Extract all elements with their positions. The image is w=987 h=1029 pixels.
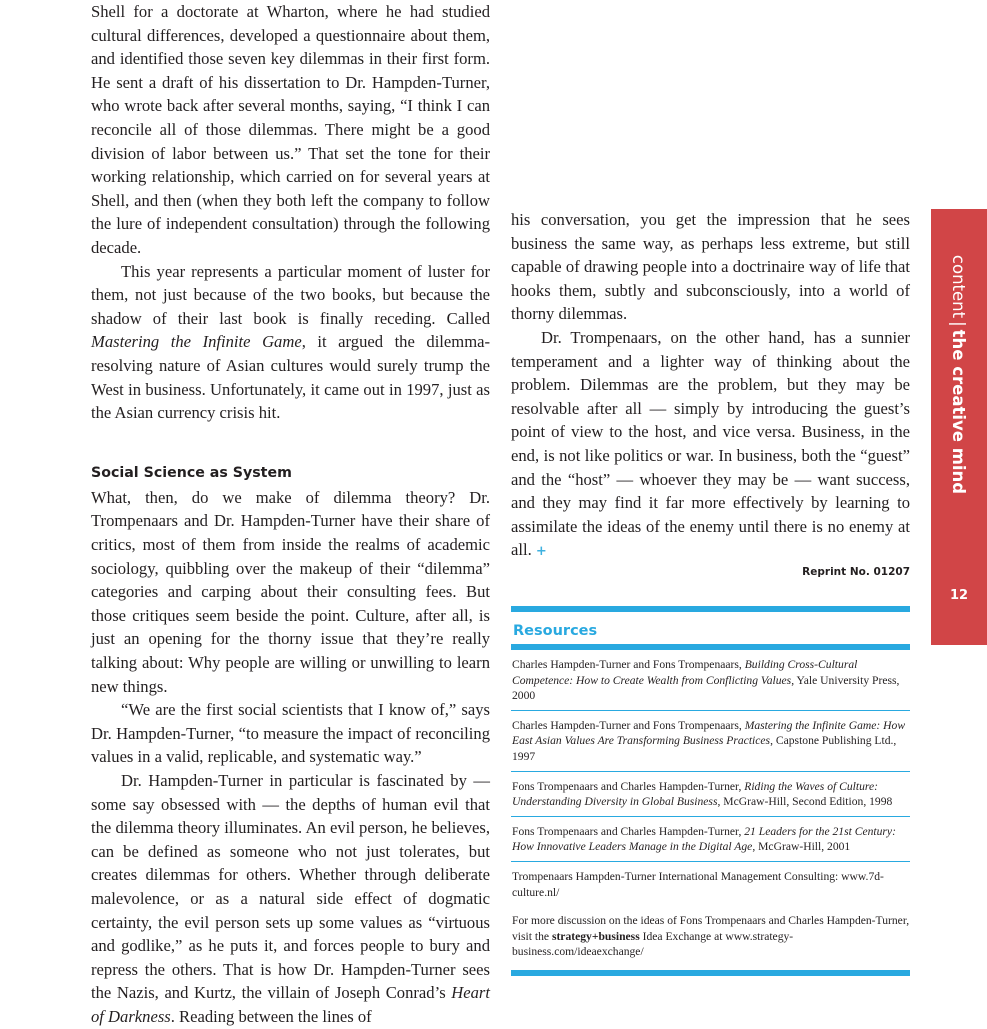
right-column bbox=[511, 208, 910, 564]
resource-item: Charles Hampden-Turner and Fons Trompenaars, Building Cross-Cultural Competence: How to Create Wealth from Conflicting Values, Yale University Press, 2000 bbox=[511, 650, 910, 711]
resource-item: For more discussion on the ideas of Fons Trompenaars and Charles Hampden-Turner, visit the strategy+business Idea Exchange at www.strategy-business.com/ideaexchange/ bbox=[512, 914, 910, 959]
book-title: Building Cross-Cultural Competence: How to Create Wealth from Conflicting Values bbox=[512, 658, 858, 687]
section-label-light: content bbox=[949, 254, 969, 318]
brand-name: strategy+business bbox=[551, 929, 640, 943]
resources-box bbox=[511, 606, 910, 976]
divider bbox=[511, 970, 910, 976]
section-tab-label bbox=[931, 209, 987, 539]
end-of-article-icon: + bbox=[535, 544, 547, 560]
resource-item: Trompenaars Hampden-Turner International Management Consulting: www.7d-culture.nl/ bbox=[512, 869, 884, 899]
book-title: Riding the Waves of Culture: Understanding Diversity in Global Business bbox=[512, 779, 878, 809]
left-column bbox=[91, 0, 490, 1029]
section-separator: | bbox=[949, 320, 969, 327]
section-label-bold: the creative mind bbox=[949, 329, 969, 494]
resource-item: Charles Hampden-Turner and Fons Trompenaars, Mastering the Infinite Game: How East Asian Values Are Transforming Business Practices, Capstone Publishing Ltd., 1997 bbox=[511, 711, 910, 772]
book-title: Heart of Darkness bbox=[91, 983, 490, 1026]
paragraph: Dr. Trompenaars, on the other hand, has a sunnier temperament and a lighter way of thinking about the problem. Dilemmas are the problem, but they may be resolvable after all — simply by introducing the guest’s point of view to the host, and vice versa. Business, in the end, is not like politics or war. In business, both the “guest” and the “host” — whoever they may be — want success, and they may find it far more effectively by learning to assimilate the ideas of the enemy until there is no enemy at all. + bbox=[511, 327, 910, 560]
paragraph: “We are the first social scientists that I know of,” says Dr. Hampden-Turner, “to measure the impact of reconciling values in a valid, replicable, and systematic way.” bbox=[91, 700, 490, 767]
resources-title: Resources bbox=[513, 623, 598, 639]
resources-list bbox=[511, 650, 910, 906]
paragraph: Shell for a doctorate at Wharton, where he had studied cultural differences, developed a questionnaire about them, and identified those seven key dilemmas in their first form. He sent a draft of his dissertation to Dr. Hampden-Turner, who wrote back after several months, saying, “I think I can reconcile all of those dilemmas. There might be a good division of labor between us.” That set the tone for their working relationship, which carried on for several years at Shell, and then (when they both left the company to follow the lure of independent consultation) through the following decade. bbox=[91, 2, 490, 257]
page-number: 12 bbox=[949, 588, 969, 603]
paragraph: his conversation, you get the impression that he sees business the same way, as perhaps less extreme, but still capable of drawing people into a doctrinaire way of life that hooks them, subtly and subconsciously, into a world of thorny dilemmas. bbox=[511, 210, 910, 324]
reprint-number: Reprint No. 01207 bbox=[802, 566, 910, 578]
book-title: Mastering the Infinite Game bbox=[91, 332, 302, 352]
resource-item: Fons Trompenaars and Charles Hampden-Turner, 21 Leaders for the 21st Century: How Innovative Leaders Manage in the Digital Age, McGraw-Hill, 2001 bbox=[511, 817, 910, 862]
book-title: Mastering the Infinite Game: How East Asian Values Are Transforming Business Practices bbox=[512, 718, 906, 748]
book-title: 21 Leaders for the 21st Century: How Innovative Leaders Manage in the Digital Age bbox=[512, 824, 896, 854]
paragraph: Dr. Hampden-Turner in particular is fascinated by — some say obsessed with — the depths of human evil that the dilemma theory illuminates. An evil person, he believes, can be defined as someone who not just tolerates, but creates dilemmas for others. Whether through deliberate malevolence, or as a natural side effect of dogmatic certainty, the evil person sets up some values as “virtuous and godlike,” as he puts it, and forces people to bury and repress the others. That is how Dr. Hampden-Turner sees the Nazis, and Kurtz, the villain of Joseph Conrad’s Heart of Darkness. Reading between the lines of bbox=[91, 771, 490, 1026]
resource-item: Fons Trompenaars and Charles Hampden-Turner, Riding the Waves of Culture: Understanding Diversity in Global Business, McGraw-Hill, Second Edition, 1998 bbox=[511, 772, 910, 817]
section-heading: Social Science as System bbox=[91, 465, 292, 482]
paragraph: What, then, do we make of dilemma theory? Dr. Trompenaars and Dr. Hampden-Turner have their share of critics, most of them from inside the realms of academic sociology, quibbling over the makeup of their “dilemma” categories and carping about their consulting fees. But those critiques seem beside the point. Culture, after all, is just an opening for the thorny issue that they’re really talking about: Why people are willing or unwilling to learn new things. bbox=[91, 487, 490, 696]
paragraph: This year represents a particular moment of luster for them, not just because of the two books, but because the shadow of their last book is finally receding. Called Mastering the Infinite Game, it argued the dilemma-resolving nature of Asian cultures would surely trump the West in business. Unfortunately, it came out in 1997, just as the Asian currency crisis hit. bbox=[91, 261, 490, 423]
